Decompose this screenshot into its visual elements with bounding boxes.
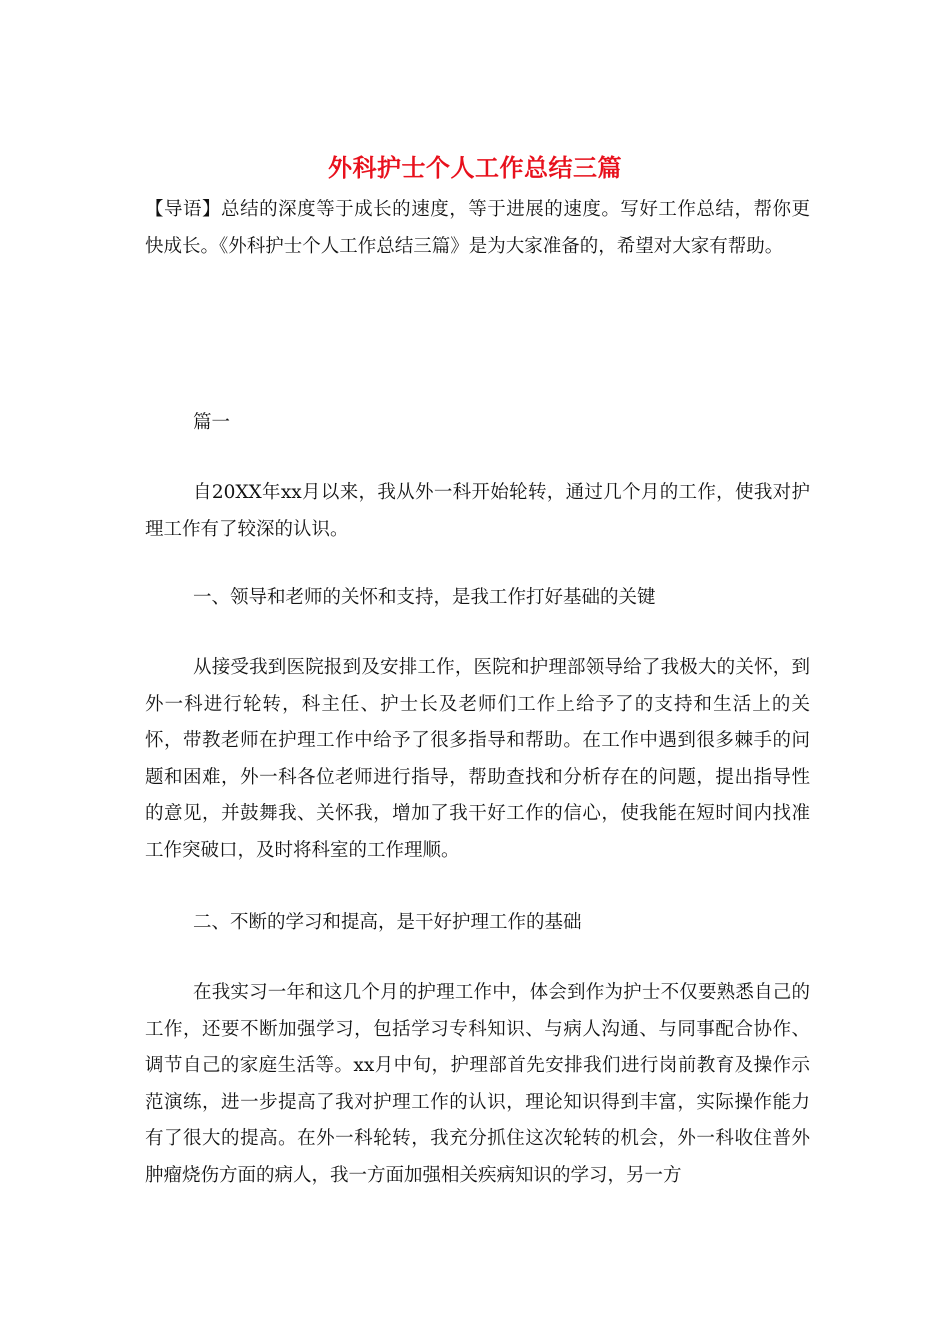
section-label: 篇一	[193, 412, 231, 433]
subheading-one: 一、领导和老师的关怀和支持，是我工作打好基础的关键	[193, 587, 656, 608]
paragraph-support: 从接受我到医院报到及安排工作，医院和护理部领导给了我极大的关怀，到外一科进行轮转，科主任、护士长及老师们工作上给予了的支持和生活上的关怀，带教老师在护理工作中给予了很多指导和帮助。在工作中遇到很多棘手的问题和困难，外一科各位老师进行指导，帮助查找和分析存在的问题，提出指导性的意见，并鼓舞我、关怀我，增加了我干好工作的信心，使我能在短时间内找准工作突破口，及时将科室的工作理顺。	[145, 657, 810, 861]
intro-paragraph: 【导语】总结的深度等于成长的速度，等于进展的速度。写好工作总结，帮你更快成长。《外科护士个人工作总结三篇》是为大家准备的，希望对大家有帮助。	[145, 199, 810, 257]
subheading-two: 二、不断的学习和提高，是干好护理工作的基础	[193, 912, 582, 933]
paragraph-opening: 自20XX年xx月以来，我从外一科开始轮转，通过几个月的工作，使我对护理工作有了较深的认识。	[145, 482, 810, 540]
document-title: 外科护士个人工作总结三篇	[328, 153, 622, 182]
paragraph-learning: 在我实习一年和这几个月的护理工作中，体会到作为护士不仅要熟悉自己的工作，还要不断加强学习，包括学习专科知识、与病人沟通、与同事配合协作、调节自己的家庭生活等。xx月中旬，护理部首先安排我们进行岗前教育及操作示范演练，进一步提高了我对护理工作的认识，理论知识得到丰富，实际操作能力有了很大的提高。在外一科轮转，我充分抓住这次轮转的机会，外一科收住普外肿瘤烧伤方面的病人，我一方面加强相关疾病知识的学习，另一方	[145, 982, 810, 1186]
